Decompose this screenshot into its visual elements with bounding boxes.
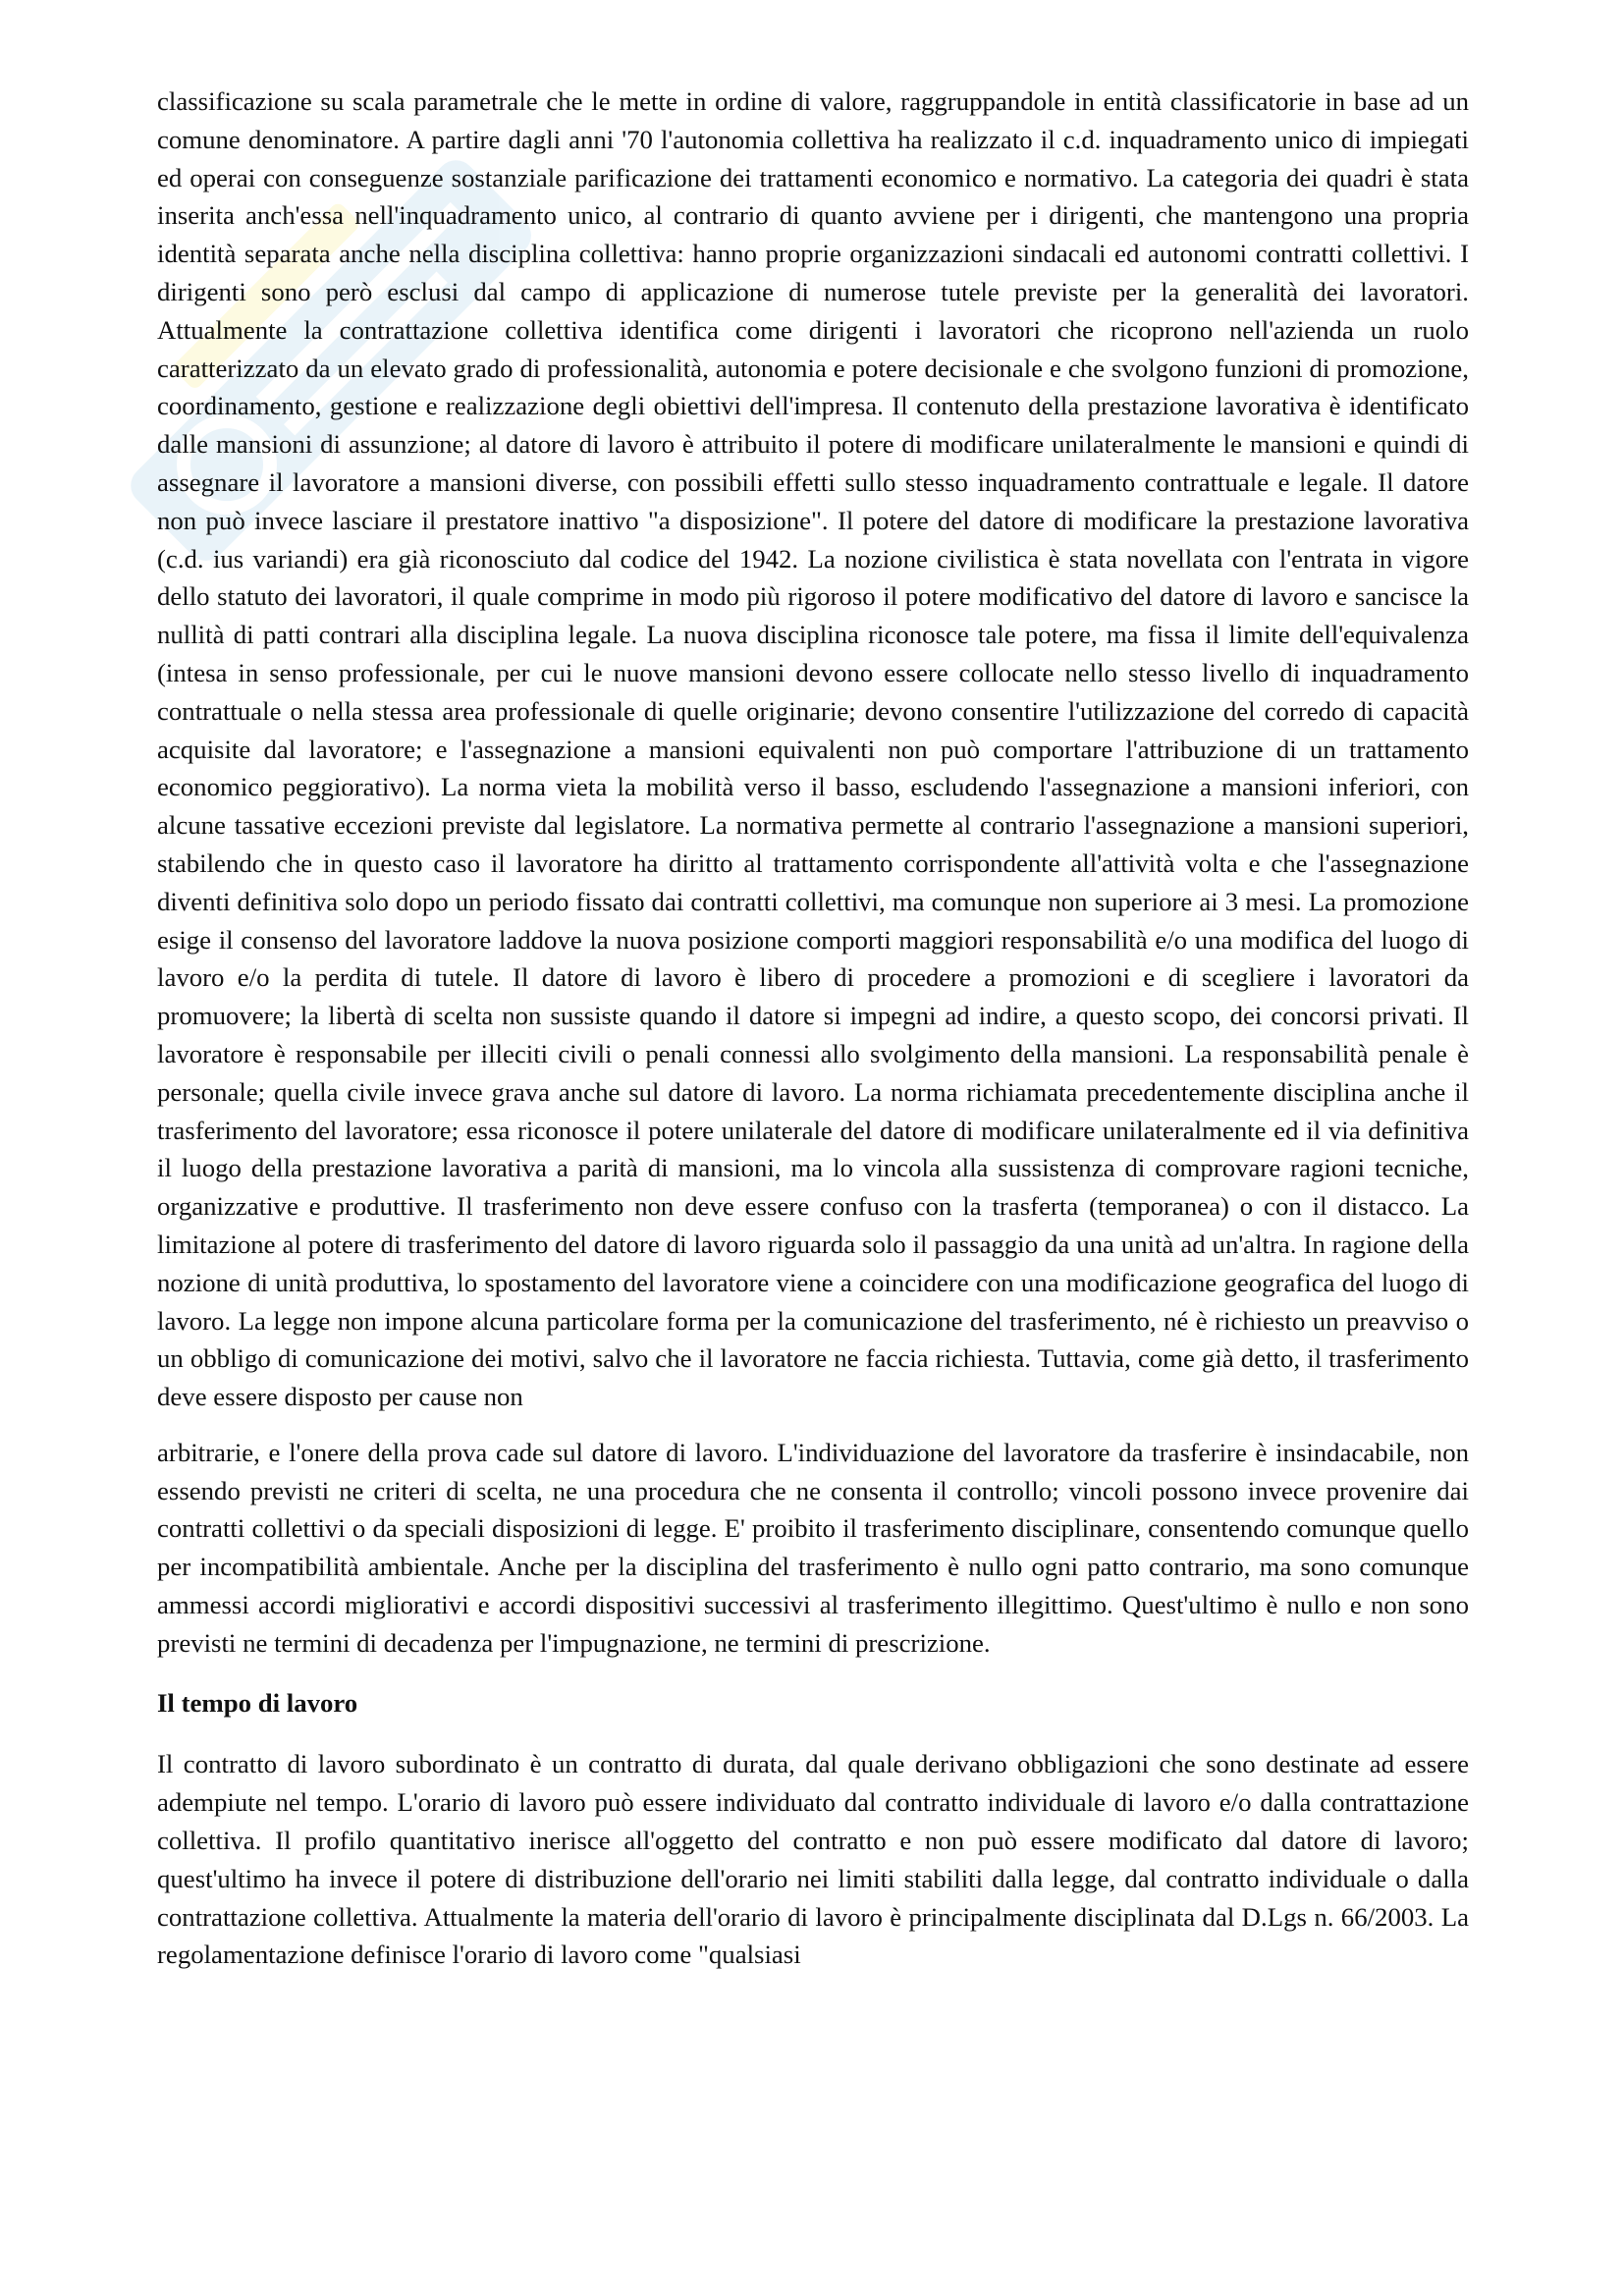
section-heading: Il tempo di lavoro bbox=[157, 1687, 358, 1718]
section-paragraph: Il contratto di lavoro subordinato è un contratto di durata, dal quale derivano obbligazioni che sono destinate ad essere adempiute nel tempo. L'orario di lavoro può essere individuato dal contratto individuale di lavoro e/o dalla contrattazione collettiva. Il profilo quantitativo inerisce all'oggetto del contratto e non può essere modificato dal datore di lavoro; quest'ultimo ha invece il potere di distribuzione dell'orario nei limiti stabiliti dalla legge, dal contratto individuale o dalla contrattazione collettiva. Attualmente la materia dell'orario di lavoro è principalmente disciplinata dal D.Lgs n. 66/2003. La regolamentazione definisce l'orario di lavoro come "qualsiasi bbox=[157, 1749, 1469, 1970]
body-paragraph-1: classificazione su scala parametrale che le mette in ordine di valore, raggruppandole in entità classificatorie in base ad un comune denominatore. A partire dagli anni '70 l'autonomia collettiva ha realizzato il c.d. inquadramento unico di impiegati ed operai con conseguenze sostanziale parificazione dei trattamenti economico e normativo. La categoria dei quadri è stata inserita anch'essa nell'inquadramento unico, al contrario di quanto avviene per i dirigenti, che mantengono una propria identità separata anche nella disciplina collettiva: hanno proprie organizzazioni sindacali ed autonomi contratti collettivi. I dirigenti sono però esclusi dal campo di applicazione di numerose tutele previste per la generalità dei lavoratori. Attualmente la contrattazione collettiva identifica come dirigenti i lavoratori che ricoprono nell'azienda un ruolo caratterizzato da un elevato grado di professionalità, autonomia e potere decisionale e che svolgono funzioni di promozione, coordinamento, gestione e realizzazione degli obiettivi dell'impresa. Il contenuto della prestazione lavorativa è identificato dalle mansioni di assunzione; al datore di lavoro è attribuito il potere di modificare unilateralmente le mansioni e quindi di assegnare il lavoratore a mansioni diverse, con possibili effetti sullo stesso inquadramento contrattuale e legale. Il datore non può invece lasciare il prestatore inattivo "a disposizione". Il potere del datore di modificare la prestazione lavorativa (c.d. ius variandi) era già riconosciuto dal codice del 1942. La nozione civilistica è stata novellata con l'entrata in vigore dello statuto dei lavoratori, il quale comprime in modo più rigoroso il potere modificativo del datore di lavoro e sancisce la nullità di patti contrari alla disciplina legale. La nuova disciplina riconosce tale potere, ma fissa il limite dell'equivalenza (intesa in senso professionale, per cui le nuove mansioni devono essere collocate nello stesso livello di inquadramento contrattuale o nella stessa area professionale di quelle originarie; devono consentire l'utilizzazione del corredo di capacità acquisite dal lavoratore; e l'assegnazione a mansioni equivalenti non può comportare l'attribuzione di un trattamento economico peggiorativo). La norma vieta la mobilità verso il basso, escludendo l'assegnazione a mansioni inferiori, con alcune tassative eccezioni previste dal legislatore. La normativa permette al contrario l'assegnazione a mansioni superiori, stabilendo che in questo caso il lavoratore ha diritto al trattamento corrispondente all'attività volta e che l'assegnazione diventi definitiva solo dopo un periodo fissato dai contratti collettivi, ma comunque non superiore ai 3 mesi. La promozione esige il consenso del lavoratore laddove la nuova posizione comporti maggiori responsabilità e/o una modifica del luogo di lavoro e/o la perdita di tutele. Il datore di lavoro è libero di procedere a promozioni e di scegliere i lavoratori da promuovere; la libertà di scelta non sussiste quando il datore si impegni ad indire, a questo scopo, dei concorsi privati. Il lavoratore è responsabile per illeciti civili o penali connessi allo svolgimento della mansioni. La responsabilità penale è personale; quella civile invece grava anche sul datore di lavoro. La norma richiamata precedentemente disciplina anche il trasferimento del lavoratore; essa riconosce il potere unilaterale del datore di modificare unilateralmente ed il via definitiva il luogo della prestazione lavorativa a parità di mansioni, ma lo vincola alla sussistenza di comprovare ragioni tecniche, organizzative e produttive. Il trasferimento non deve essere confuso con la trasferta (temporanea) o con il distacco. La limitazione al potere di trasferimento del datore di lavoro riguarda solo il passaggio da una unità ad un'altra. In ragione della nozione di unità produttiva, lo spostamento del lavoratore viene a coincidere con una modificazione geografica del luogo di lavoro. La legge non impone alcuna particolare forma per la comunicazione del trasferimento, né è richiesto un preavviso o un obbligo di comunicazione dei motivi, salvo che il lavoratore ne faccia richiesta. Tuttavia, come già detto, il trasferimento deve essere disposto per cause non bbox=[157, 86, 1469, 1412]
body-paragraph-2: arbitrarie, e l'onere della prova cade sul datore di lavoro. L'individuazione del lavoratore da trasferire è insindacabile, non essendo previsti ne criteri di scelta, ne una procedura che ne consenta il controllo; vincoli possono invece provenire dai contratti collettivi o da speciali disposizioni di legge. E' proibito il trasferimento disciplinare, consentendo comunque quello per incompatibilità ambientale. Anche per la disciplina del trasferimento è nullo ogni patto contrario, ma sono comunque ammessi accordi migliorativi e accordi dispositivi successivi al trasferimento illegittimo. Quest'ultimo è nullo e non sono previsti ne termini di decadenza per l'impugnazione, ne termini di prescrizione. bbox=[157, 1437, 1469, 1658]
document-body bbox=[157, 82, 1469, 1974]
